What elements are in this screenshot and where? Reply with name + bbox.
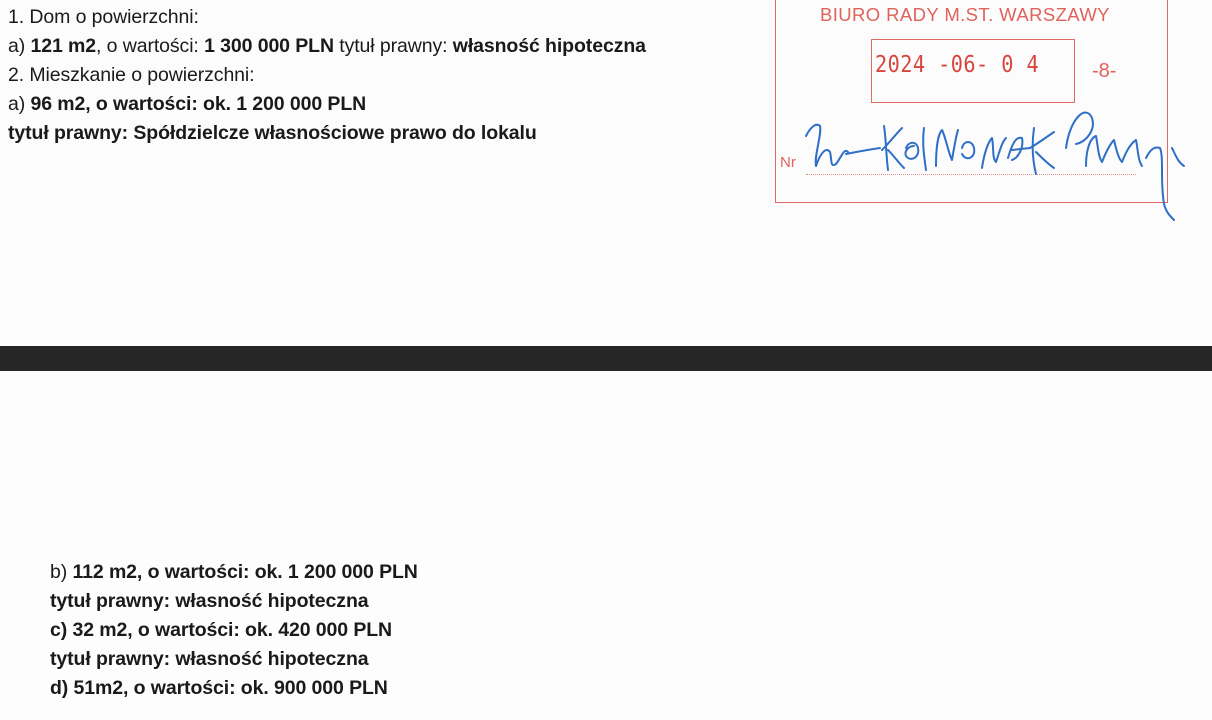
text-run: 2. Mieszkanie o powierzchni:: [8, 64, 255, 86]
handwritten-signature: [786, 108, 1186, 238]
text-run: a): [8, 35, 31, 57]
bold-text-run: d) 51m2, o wartości: ok. 900 000 PLN: [50, 677, 388, 699]
bold-text-run: tytuł prawny: własność hipoteczna: [50, 648, 369, 670]
document-line: [8, 5, 199, 29]
document-line: [8, 63, 254, 87]
document-line: [8, 92, 366, 116]
document-line: [50, 647, 369, 671]
document-line: [8, 34, 646, 58]
text-run: b): [50, 561, 73, 583]
document-page-top: [0, 0, 1212, 346]
bold-text-run: 121 m2: [30, 35, 97, 57]
document-line: [50, 676, 388, 700]
document-line: [50, 560, 418, 584]
stamp-office-name: BIURO RADY M.ST. WARSZAWY: [820, 4, 1110, 25]
bold-text-run: 96 m2, o wartości: ok. 1 200 000 PLN: [30, 93, 367, 115]
document-line: [50, 618, 392, 642]
bold-text-run: 1 300 000 PLN: [204, 35, 334, 57]
stamp-sequence: -8-: [1092, 60, 1117, 82]
bold-text-run: c) 32 m2, o wartości: ok. 420 000 PLN: [50, 619, 393, 641]
bold-text-run: 112 m2, o wartości: ok. 1 200 000 PLN: [72, 561, 418, 583]
stamp-number-label: Nr: [780, 154, 796, 171]
text-run: 1. Dom o powierzchni:: [8, 6, 199, 28]
page-separator: [0, 346, 1212, 371]
bold-text-run: własność hipoteczna: [452, 35, 646, 57]
bold-text-run: tytuł prawny: własność hipoteczna: [50, 590, 369, 612]
document-line: [50, 589, 369, 613]
bold-text-run: tytuł prawny: Spółdzielcze własnościowe prawo do lokalu: [8, 122, 537, 144]
text-run: tytuł prawny:: [333, 35, 453, 57]
stamp-date: 2024 -06- 0 4: [875, 52, 1040, 78]
text-run: a): [8, 93, 31, 115]
document-page-bottom: [0, 371, 1212, 720]
document-line: [8, 121, 537, 145]
text-run: , o wartości:: [96, 35, 205, 57]
